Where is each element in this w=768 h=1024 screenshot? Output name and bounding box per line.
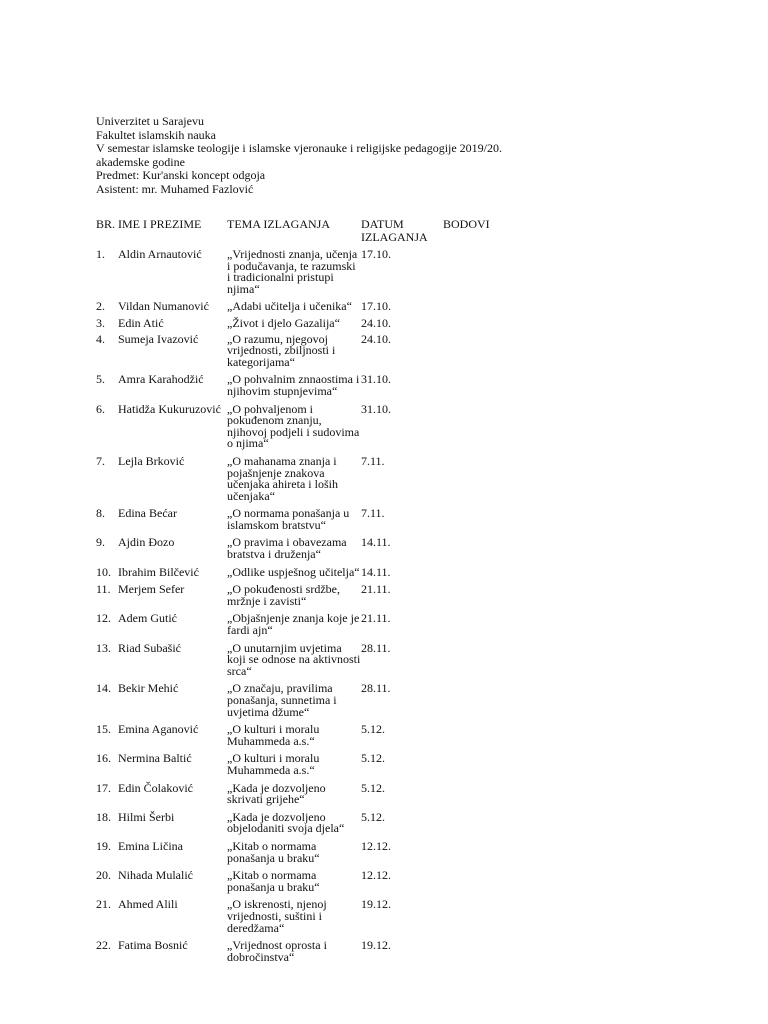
presentation-topic: „Kitab o normama ponašanja u braku“	[227, 838, 320, 865]
presentation-topic: „Kada je dozvoljeno objelodaniti svoja djela“	[227, 809, 345, 836]
header-topic: TEMA IZLAGANJA	[227, 217, 330, 231]
presentation-topic: „O normama ponašanja u islamskom bratstvu“	[227, 506, 350, 532]
points-cell	[443, 450, 503, 502]
table-row	[96, 561, 503, 579]
row-number: 15.	[96, 722, 111, 737]
points-cell	[443, 607, 503, 636]
university-name: Univerzitet u Sarajevu	[96, 114, 204, 128]
points-cell	[443, 718, 503, 747]
presentation-date: 5.12.	[361, 722, 385, 737]
points-cell	[443, 561, 503, 579]
table-row	[96, 295, 503, 313]
table-row	[96, 637, 503, 678]
course-line: Predmet: Kur'anski koncept odgoja	[96, 168, 266, 182]
row-number: 8.	[96, 506, 105, 521]
presentation-topic: „O mahanama znanja i pojašnjenje znakova učenjaka ahireta i loših učenjaka“	[227, 453, 338, 503]
table-row	[96, 777, 503, 806]
points-cell	[443, 864, 503, 893]
points-cell	[443, 313, 503, 330]
presentation-date: 12.12.	[361, 838, 391, 853]
faculty-name: Fakultet islamskih nauka	[96, 127, 216, 142]
table-row	[96, 677, 503, 718]
header-date: DATUM IZLAGANJA	[361, 217, 428, 244]
student-name: Amra Karahodžić	[118, 372, 204, 387]
presentation-date: 24.10.	[361, 331, 391, 346]
student-name: Emina Aganović	[118, 722, 199, 737]
presentation-date: 17.10.	[361, 247, 391, 261]
points-cell	[443, 677, 503, 718]
points-cell	[443, 637, 503, 678]
presentation-topic: „Objašnjenje znanja koje je fardi ajn“	[227, 611, 360, 638]
points-cell	[443, 893, 503, 934]
row-number: 11.	[96, 582, 111, 597]
presentation-topic: „Kada je dozvoljeno skrivati grijehe“	[227, 780, 326, 807]
document-header	[96, 115, 716, 196]
presentation-date: 19.12.	[361, 938, 391, 953]
student-name: Edin Atić	[118, 315, 164, 330]
header-points: BODOVI	[443, 217, 490, 231]
presentation-date: 24.10.	[361, 315, 391, 330]
points-cell	[443, 245, 503, 295]
student-name: Lejla Brković	[118, 453, 185, 468]
row-number: 18.	[96, 809, 111, 824]
student-name: Sumeja Ivazović	[118, 331, 199, 346]
points-cell	[443, 578, 503, 607]
student-name: Fatima Bosnić	[118, 938, 188, 953]
student-name: Hilmi Šerbi	[118, 809, 175, 824]
row-number: 2.	[96, 299, 105, 314]
row-number: 16.	[96, 751, 111, 766]
student-name: Nihada Mulalić	[118, 868, 193, 883]
presentation-date: 28.11.	[361, 640, 391, 655]
points-cell	[443, 531, 503, 560]
header-name: IME I PREZIME	[118, 217, 202, 231]
row-number: 6.	[96, 401, 105, 416]
presentation-topic: „O značaju, pravilima ponašanja, sunnetima i uvjetima džume“	[227, 681, 337, 719]
student-name: Nermina Baltić	[118, 751, 192, 766]
points-cell	[443, 747, 503, 776]
row-number: 10.	[96, 564, 111, 579]
presentation-date: 7.11.	[361, 453, 385, 468]
student-name: Riad Subašić	[118, 640, 181, 655]
row-number: 3.	[96, 315, 105, 330]
student-name: Ahmed Alili	[118, 897, 178, 912]
student-name: Adem Gutić	[118, 611, 177, 626]
row-number: 22.	[96, 938, 111, 953]
presentation-topic: „O pokuđenosti srdžbe, mržnje i zavisti“	[227, 582, 340, 608]
student-name: Hatidža Kukuruzović	[118, 401, 221, 416]
assistant-line: Asistent: mr. Muhamed Fazlović	[96, 181, 254, 196]
presentation-date: 14.11.	[361, 535, 391, 550]
presentation-topic: „O unutarnjim uvjetima koji se odnose na aktivnosti srca“	[227, 640, 361, 678]
row-number: 20.	[96, 868, 111, 883]
table-row	[96, 578, 503, 607]
presentation-date: 17.10.	[361, 299, 391, 314]
table-row	[96, 398, 503, 450]
points-cell	[443, 835, 503, 864]
row-number: 14.	[96, 681, 111, 696]
row-number: 17.	[96, 780, 111, 795]
table-row	[96, 245, 503, 295]
points-cell	[443, 368, 503, 397]
row-number: 12.	[96, 611, 111, 626]
table-row	[96, 313, 503, 330]
presentation-date: 7.11.	[361, 506, 385, 521]
presentation-date: 21.11.	[361, 611, 391, 626]
row-number: 21.	[96, 897, 111, 912]
table-row	[96, 450, 503, 502]
row-number: 9.	[96, 535, 105, 550]
points-cell	[443, 330, 503, 369]
table-row	[96, 893, 503, 934]
presentation-topic: „O pohvalnim znnaostima i njihovim stupnjevima“	[227, 372, 360, 398]
presentation-topic: „O pravima i obavezama bratstva i druženja“	[227, 535, 347, 562]
academic-year-line: akademske godine	[96, 154, 185, 169]
student-name: Edina Bećar	[118, 506, 177, 521]
student-name: Aldin Arnautović	[118, 247, 202, 261]
row-number: 19.	[96, 838, 111, 853]
semester-line: V semestar islamske teologije i islamske vjeronauke i religijske pedagogije 2019/20.	[96, 141, 503, 155]
presentation-topic: „Adabi učitelja i učenika“	[227, 299, 352, 314]
row-number: 13.	[96, 640, 111, 655]
table-row	[96, 934, 503, 963]
presentation-date: 31.10.	[361, 401, 391, 416]
points-cell	[443, 777, 503, 806]
presentation-topic: „O razumu, njegovoj vrijednosti, zbiljnosti i kategorijama“	[227, 331, 336, 369]
points-cell	[443, 502, 503, 531]
presentation-date: 31.10.	[361, 372, 391, 387]
student-name: Ajdin Đozo	[118, 535, 175, 550]
points-cell	[443, 806, 503, 835]
table-header-row	[96, 218, 503, 245]
table-row	[96, 806, 503, 835]
student-name: Edin Čolaković	[118, 780, 193, 795]
table-row	[96, 531, 503, 560]
presentation-date: 19.12.	[361, 897, 391, 912]
row-number: 5.	[96, 372, 105, 387]
student-name: Bekir Mehić	[118, 681, 179, 696]
table-row	[96, 747, 503, 776]
presentation-date: 5.12.	[361, 780, 385, 795]
presentation-date: 12.12.	[361, 868, 391, 883]
points-cell	[443, 295, 503, 313]
presentation-topic: „O pohvaljenom i pokuđenom znanju, njihovoj podjeli i sudovima o njima“	[227, 401, 360, 451]
presentation-topic: „Vrijednost oprosta i dobročinstva“	[227, 938, 327, 964]
header-num: BR.	[96, 217, 116, 231]
presentation-topic: „Odlike uspješnog učitelja“	[227, 564, 360, 579]
presentation-topic: „Vrijednosti znanja, učenja i podučavanja, te razumski i tradicionalni pristupi njima“	[227, 247, 358, 296]
table-row	[96, 330, 503, 369]
table-row	[96, 718, 503, 747]
presentation-topic: „O kulturi i moralu Muhammeda a.s.“	[227, 751, 320, 777]
student-name: Emina Ličina	[118, 838, 183, 853]
presentation-topic: „O kulturi i moralu Muhammeda a.s.“	[227, 722, 320, 748]
presentation-topic: „O iskrenosti, njenoj vrijednosti, suštini i deredžama“	[227, 897, 327, 935]
points-cell	[443, 934, 503, 963]
table-row	[96, 607, 503, 636]
student-name: Vildan Numanović	[118, 299, 209, 314]
student-name: Ibrahim Bilčević	[118, 564, 199, 579]
row-number: 7.	[96, 453, 105, 468]
row-number: 1.	[96, 247, 105, 261]
student-name: Merjem Sefer	[118, 582, 185, 597]
presentation-date: 21.11.	[361, 582, 391, 597]
presentation-date: 28.11.	[361, 681, 391, 696]
presentation-date: 5.12.	[361, 809, 385, 824]
table-row	[96, 835, 503, 864]
table-row	[96, 502, 503, 531]
table-row	[96, 368, 503, 397]
table-row	[96, 864, 503, 893]
presentation-topic: „Kitab o normama ponašanja u braku“	[227, 868, 320, 894]
points-cell	[443, 398, 503, 450]
presentation-schedule-table	[96, 218, 503, 963]
row-number: 4.	[96, 331, 105, 346]
presentation-date: 5.12.	[361, 751, 385, 766]
presentation-date: 14.11.	[361, 564, 391, 579]
presentation-topic: „Život i djelo Gazalija“	[227, 315, 340, 330]
